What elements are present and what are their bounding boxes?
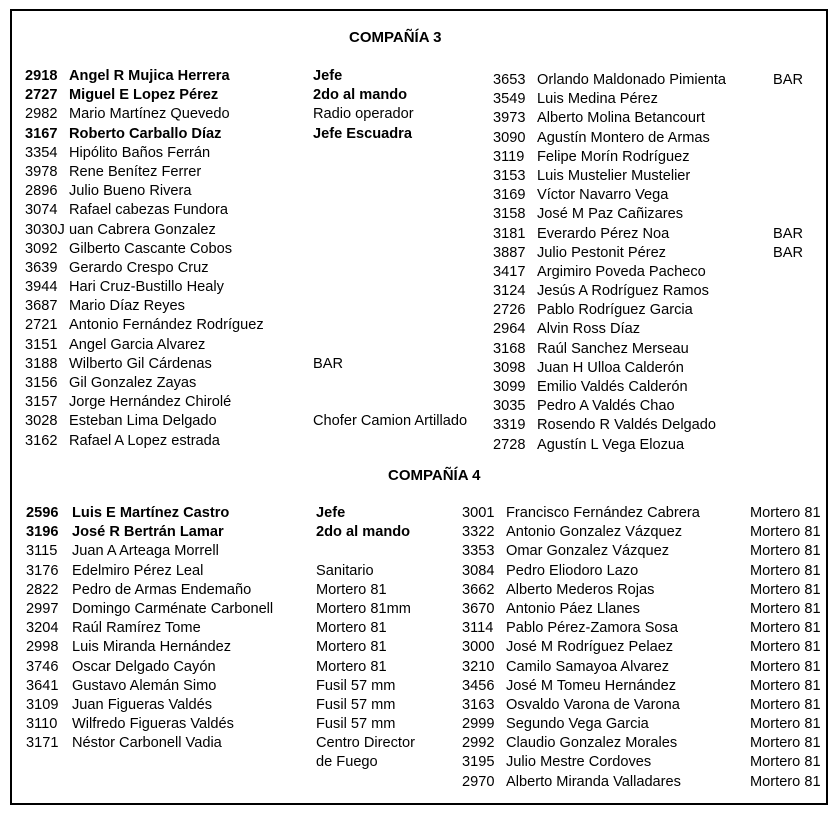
member-name: Alvin Ross Díaz [537, 321, 640, 338]
roster-row [26, 542, 446, 561]
member-number: 3171 [26, 735, 59, 752]
roster-row [462, 696, 826, 715]
roster-row [25, 412, 468, 431]
member-number: 2970 [462, 773, 495, 790]
member-name: Hipólito Baños Ferrán [69, 144, 211, 161]
roster-row [493, 186, 823, 205]
member-number: 3639 [25, 259, 58, 276]
member-role: Mortero 81 [750, 620, 821, 637]
member-number: 3641 [26, 677, 59, 694]
member-name: Mario Díaz Reyes [69, 298, 185, 315]
member-name: Jesús A Rodríguez Ramos [537, 283, 709, 300]
member-name: José M Rodríguez Pelaez [506, 639, 674, 656]
member-role: Mortero 81 [750, 716, 821, 733]
member-name: Francisco Fernández Cabrera [506, 505, 700, 521]
roster-row [462, 600, 826, 619]
roster-row [462, 523, 826, 542]
member-number: 2999 [462, 716, 495, 733]
member-number: 3124 [493, 283, 526, 300]
member-name: Argimiro Poveda Pacheco [537, 263, 706, 280]
company-3-title: COMPAÑÍA 3 [349, 29, 442, 46]
member-role: Mortero 81 [316, 639, 387, 656]
roster-row [493, 320, 823, 339]
member-role: Centro Director [316, 735, 415, 752]
member-name: Juan A Arteaga Morrell [72, 543, 219, 560]
member-number: 3195 [462, 754, 495, 771]
member-name: Esteban Lima Delgado [69, 413, 217, 430]
roster-row [462, 677, 826, 696]
roster-row [25, 105, 465, 124]
member-name: Hari Cruz-Bustillo Healy [69, 279, 224, 296]
member-role: Chofer Camion Artillado [313, 413, 468, 430]
member-name: José R Bertrán Lamar [72, 524, 224, 541]
member-name: Jorge Hernández Chirolé [69, 394, 232, 411]
member-name: Claudio Gonzalez Morales [506, 735, 678, 752]
member-number: 3176 [26, 562, 59, 579]
member-name: Luis Medina Pérez [537, 91, 658, 108]
member-role: Mortero 81mm [316, 600, 411, 617]
roster-row [26, 677, 446, 696]
roster-row [462, 638, 826, 657]
member-number: 3354 [25, 144, 58, 161]
member-number: 3417 [493, 263, 526, 280]
member-name: Luis E Martínez Castro [72, 505, 230, 521]
member-number: 3973 [493, 110, 526, 127]
member-name: Segundo Vega Garcia [506, 716, 649, 733]
member-name: Julio Bueno Rivera [69, 183, 192, 200]
member-name: Angel Garcia Alvarez [69, 336, 206, 353]
roster-row [26, 715, 446, 734]
roster-row [493, 263, 823, 282]
member-name: Alberto Molina Betancourt [537, 110, 705, 127]
member-name: Pedro Eliodoro Lazo [506, 562, 639, 579]
member-number: 2728 [493, 436, 526, 453]
roster-row [25, 221, 465, 240]
roster-row [493, 378, 823, 397]
member-number: 3156 [25, 375, 58, 391]
member-name: Rene Benítez Ferrer [69, 163, 202, 180]
member-name: Oscar Delgado Cayón [72, 658, 216, 675]
roster-row [462, 715, 826, 734]
member-number: 3662 [462, 581, 495, 598]
member-number: 3110 [26, 716, 58, 733]
roster-row [462, 773, 826, 792]
member-role: Mortero 81 [750, 639, 821, 656]
member-number: 3978 [25, 163, 58, 180]
member-number: 3074 [25, 202, 58, 219]
roster-row [493, 167, 823, 186]
member-number: 3030J [25, 221, 65, 238]
member-number: 3181 [493, 225, 526, 242]
member-number: 3035 [493, 398, 526, 415]
roster-row [26, 734, 446, 753]
roster-row [493, 90, 823, 109]
member-name: Angel R Mujica Herrera [69, 68, 230, 84]
member-role: Fusil 57 mm [316, 677, 396, 694]
member-role: Sanitario [316, 562, 374, 579]
member-number: 3028 [25, 413, 58, 430]
member-name: Alberto Mederos Rojas [506, 581, 655, 598]
member-number: 2964 [493, 321, 526, 338]
member-role: Mortero 81 [750, 581, 821, 598]
roster-row [26, 504, 446, 523]
member-name: Raúl Sanchez Merseau [537, 340, 689, 357]
member-number: 2992 [462, 735, 495, 752]
member-role: Jefe Escuadra [313, 125, 412, 142]
member-number: 3746 [26, 658, 59, 675]
member-role: BAR [773, 244, 804, 261]
member-name: Raúl Ramírez Tome [72, 620, 201, 637]
roster-row [462, 734, 826, 753]
member-number: 2998 [26, 639, 59, 656]
member-name: uan Cabrera Gonzalez [69, 221, 216, 238]
roster-row [25, 393, 465, 412]
member-number: 3115 [26, 543, 58, 560]
member-role: Mortero 81 [750, 677, 821, 694]
member-number: 3092 [25, 240, 58, 257]
member-name: Gerardo Crespo Cruz [69, 259, 209, 276]
member-number: 2918 [25, 68, 58, 84]
member-number: 3157 [25, 394, 58, 411]
member-number: 3188 [25, 355, 58, 372]
member-role: Mortero 81 [750, 505, 821, 521]
roster-row [25, 297, 465, 316]
member-name: Camilo Samayoa Alvarez [506, 658, 670, 675]
member-number: 3001 [462, 505, 495, 521]
roster-row [493, 129, 823, 148]
roster-row [25, 259, 465, 278]
company-4-right-list [462, 504, 826, 792]
member-number: 3114 [462, 620, 494, 637]
member-number: 3158 [493, 206, 526, 223]
roster-row [25, 432, 465, 451]
member-role: Radio operador [313, 106, 414, 123]
member-number: 3084 [462, 562, 495, 579]
member-number: 2726 [493, 302, 526, 319]
roster-row [26, 638, 446, 657]
roster-row [26, 696, 446, 715]
roster-row [25, 67, 465, 86]
member-number: 3162 [25, 432, 58, 449]
member-role: Fusil 57 mm [316, 716, 396, 733]
member-number: 2997 [26, 600, 59, 617]
member-number: 3670 [462, 600, 495, 617]
roster-row [26, 619, 446, 638]
member-number: 3098 [493, 359, 526, 376]
member-role: Mortero 81 [750, 600, 821, 617]
member-role: Mortero 81 [316, 658, 387, 675]
member-name: Juan H Ulloa Calderón [537, 359, 684, 376]
member-name: Miguel E Lopez Pérez [69, 87, 219, 104]
member-name: Edelmiro Pérez Leal [72, 562, 204, 579]
member-number: 2896 [25, 183, 58, 200]
member-name: Antonio Páez Llanes [506, 600, 640, 617]
member-number: 3000 [462, 639, 495, 656]
member-name: Wilberto Gil Cárdenas [69, 355, 212, 372]
roster-row [25, 240, 465, 259]
member-name: Pablo Pérez-Zamora Sosa [506, 620, 678, 637]
member-name: Gustavo Alemán Simo [72, 677, 217, 694]
member-number: 3319 [493, 417, 526, 434]
member-name: Rafael A Lopez estrada [69, 432, 220, 449]
member-number: 3549 [493, 91, 526, 108]
member-name: Gil Gonzalez Zayas [69, 375, 197, 391]
member-role: Mortero 81 [750, 524, 821, 541]
roster-row [493, 301, 823, 320]
member-name: Juan Figueras Valdés [72, 696, 213, 713]
member-name: Mario Martínez Quevedo [69, 106, 230, 123]
member-name: Antonio Fernández Rodríguez [69, 317, 264, 334]
member-number: 3168 [493, 340, 526, 357]
member-name: José M Paz Cañizares [537, 206, 683, 223]
roster-row [25, 125, 465, 144]
roster-row [26, 581, 446, 600]
member-name: Gilberto Cascante Cobos [69, 240, 233, 257]
member-name: Felipe Morín Rodríguez [537, 148, 690, 165]
member-number: 2596 [26, 505, 59, 521]
roster-row [26, 523, 446, 542]
member-number: 3119 [493, 148, 525, 165]
roster-row [26, 753, 446, 772]
roster-row [462, 542, 826, 561]
member-number: 3887 [493, 244, 526, 261]
member-number: 3167 [25, 125, 58, 142]
roster-row [493, 71, 823, 90]
roster-row [493, 109, 823, 128]
roster-row [493, 340, 823, 359]
member-number: 3653 [493, 72, 526, 88]
member-name: Roberto Carballo Díaz [69, 125, 222, 142]
member-number: 3151 [25, 336, 58, 353]
member-role: Mortero 81 [316, 620, 387, 637]
company-4-title: COMPAÑÍA 4 [388, 467, 481, 484]
member-name: Néstor Carbonell Vadia [72, 735, 222, 752]
member-role: Mortero 81 [750, 773, 821, 790]
member-name: Julio Mestre Cordoves [506, 754, 652, 771]
roster-row [493, 225, 823, 244]
member-number: 2727 [25, 87, 58, 104]
company-3-left-list [25, 67, 468, 451]
member-role: BAR [773, 225, 804, 242]
member-number: 3687 [25, 298, 58, 315]
member-role: Mortero 81 [750, 754, 821, 771]
member-role: Mortero 81 [750, 696, 821, 713]
roster-row [493, 397, 823, 416]
member-role: Mortero 81 [750, 658, 821, 675]
member-name: Antonio Gonzalez Vázquez [506, 524, 683, 541]
member-role: 2do al mando [316, 524, 411, 541]
roster-row [493, 205, 823, 224]
roster-row [493, 148, 823, 167]
member-name: Agustín Montero de Armas [537, 129, 710, 146]
company-4-left-list [26, 504, 446, 773]
member-number: 3322 [462, 524, 495, 541]
member-name: Pedro de Armas Endemaño [72, 581, 252, 598]
roster-row [25, 144, 465, 163]
member-number: 3109 [26, 696, 59, 713]
member-name: Pedro A Valdés Chao [537, 398, 675, 415]
member-number: 3196 [26, 524, 59, 541]
roster-row [462, 658, 826, 677]
member-name: Orlando Maldonado Pimienta [537, 72, 727, 88]
roster-row [462, 581, 826, 600]
member-role: BAR [773, 72, 804, 88]
member-number: 3099 [493, 379, 526, 395]
member-number: 3090 [493, 129, 526, 146]
member-role: BAR [313, 355, 344, 372]
member-number: 3353 [462, 543, 495, 560]
member-number: 3153 [493, 167, 526, 184]
roster-row [462, 619, 826, 638]
member-name: Domingo Carménate Carbonell [72, 600, 274, 617]
member-role: Mortero 81 [316, 581, 387, 598]
roster-row [462, 504, 826, 523]
member-name: Julio Pestonit Pérez [537, 244, 666, 261]
member-name: Luis Miranda Hernández [72, 639, 231, 656]
roster-row [493, 359, 823, 378]
roster-row [25, 86, 465, 105]
member-role: Jefe [316, 505, 346, 521]
member-name: Wilfredo Figueras Valdés [72, 716, 234, 733]
member-name: Agustín L Vega Elozua [537, 436, 685, 453]
roster-row [25, 163, 465, 182]
member-number: 2982 [25, 106, 58, 123]
roster-row [25, 278, 465, 297]
member-name: Everardo Pérez Noa [537, 225, 670, 242]
roster-row [26, 562, 446, 581]
roster-row [25, 374, 465, 393]
member-name: Víctor Navarro Vega [537, 187, 669, 204]
member-number: 3456 [462, 677, 495, 694]
member-role: 2do al mando [313, 87, 408, 104]
member-role: Mortero 81 [750, 735, 821, 752]
member-number: 2822 [26, 581, 59, 598]
roster-row [493, 244, 823, 263]
roster-row [493, 436, 823, 455]
member-name: Pablo Rodríguez Garcia [537, 302, 693, 319]
member-name: Luis Mustelier Mustelier [537, 167, 691, 184]
roster-row [25, 355, 465, 374]
member-role: Jefe [313, 68, 343, 84]
member-number: 3210 [462, 658, 495, 675]
member-role: de Fuego [316, 754, 378, 771]
member-name: Osvaldo Varona de Varona [506, 696, 680, 713]
member-number: 3204 [26, 620, 59, 637]
member-number: 3169 [493, 187, 526, 204]
roster-row [493, 416, 823, 435]
roster-row [25, 182, 465, 201]
member-name: Alberto Miranda Valladares [506, 773, 681, 790]
member-role: Mortero 81 [750, 543, 821, 560]
company-3-right-list [493, 71, 823, 455]
roster-row [462, 753, 826, 772]
member-name: Rafael cabezas Fundora [69, 202, 229, 219]
roster-row [493, 282, 823, 301]
member-name: José M Tomeu Hernández [506, 677, 677, 694]
member-number: 2721 [25, 317, 58, 334]
roster-row [462, 562, 826, 581]
member-role: Mortero 81 [750, 562, 821, 579]
member-name: Emilio Valdés Calderón [537, 379, 688, 395]
member-name: Omar Gonzalez Vázquez [506, 543, 670, 560]
member-number: 3163 [462, 696, 495, 713]
roster-row [25, 316, 465, 335]
roster-row [25, 201, 465, 220]
roster-row [25, 336, 465, 355]
member-role: Fusil 57 mm [316, 696, 396, 713]
member-name: Rosendo R Valdés Delgado [537, 417, 717, 434]
roster-row [26, 658, 446, 677]
roster-row [26, 600, 446, 619]
member-number: 3944 [25, 279, 58, 296]
